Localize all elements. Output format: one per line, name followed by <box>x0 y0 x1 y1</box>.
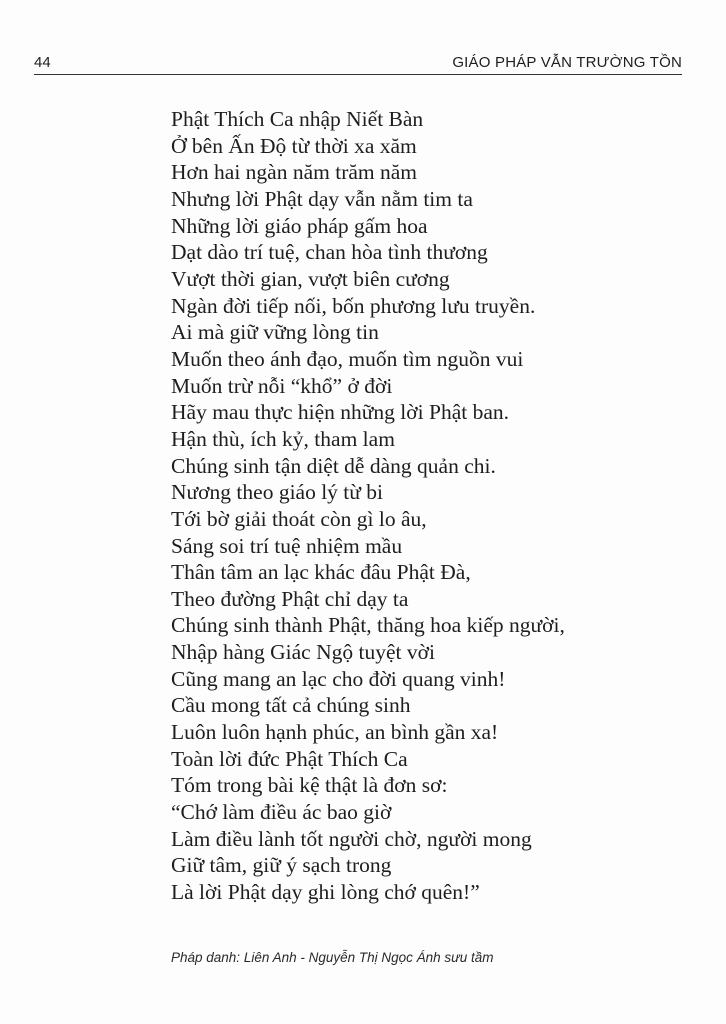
poem-line: Toàn lời đức Phật Thích Ca <box>171 746 408 771</box>
credit-line: Pháp danh: Liên Anh - Nguyễn Thị Ngọc Ánh sưu tầm <box>171 950 494 965</box>
poem-line: Hận thù, ích kỷ, tham lam <box>171 426 395 451</box>
poem-line: Phật Thích Ca nhập Niết Bàn <box>171 107 424 131</box>
poem <box>171 106 565 906</box>
poem-line: Cũng mang an lạc cho đời quang vinh! <box>171 666 506 691</box>
poem-line: Thân tâm an lạc khác đâu Phật Đà, <box>171 560 471 585</box>
poem-line: Muốn theo ánh đạo, muốn tìm nguồn vui <box>171 346 524 371</box>
poem-line: Hãy mau thực hiện những lời Phật ban. <box>171 400 510 425</box>
poem-line: Chúng sinh thành Phật, thăng hoa kiếp người, <box>171 613 565 638</box>
poem-line: Dạt dào trí tuệ, chan hòa tình thương <box>171 240 488 265</box>
poem-line: Nương theo giáo lý từ bi <box>171 480 384 505</box>
poem-line: Ai mà giữ vững lòng tin <box>171 320 379 345</box>
poem-line: Những lời giáo pháp gấm hoa <box>171 213 428 238</box>
poem-line: Ngàn đời tiếp nối, bốn phương lưu truyền. <box>171 293 536 318</box>
poem-line: Cầu mong tất cả chúng sinh <box>171 693 411 718</box>
poem-line: Muốn trừ nỗi “khổ” ở đời <box>171 373 393 398</box>
poem-line: Tới bờ giải thoát còn gì lo âu, <box>171 506 427 531</box>
poem-line: Luôn luôn hạnh phúc, an bình gần xa! <box>171 720 499 745</box>
poem-line: Tóm trong bài kệ thật là đơn sơ: <box>171 773 448 798</box>
poem-line: Là lời Phật dạy ghi lòng chớ quên!” <box>171 880 480 905</box>
poem-line: Theo đường Phật chỉ dạy ta <box>171 586 409 611</box>
poem-line: Ở bên Ấn Độ từ thời xa xăm <box>171 133 417 158</box>
page-header <box>34 54 682 75</box>
poem-line: Giữ tâm, giữ ý sạch trong <box>171 853 392 878</box>
poem-line: Nhưng lời Phật dạy vẫn nằm tim ta <box>171 186 473 211</box>
running-title: GIÁO PHÁP VẪN TRƯỜNG TỒN <box>452 54 682 71</box>
page-number: 44 <box>34 54 51 71</box>
poem-line: “Chớ làm điều ác bao giờ <box>171 800 392 825</box>
poem-line: Hơn hai ngàn năm trăm năm <box>171 160 418 185</box>
poem-line: Sáng soi trí tuệ nhiệm mầu <box>171 533 403 558</box>
poem-line: Vượt thời gian, vượt biên cương <box>171 266 450 291</box>
poem-line: Làm điều lành tốt người chờ, người mong <box>171 826 532 851</box>
poem-line: Nhập hàng Giác Ngộ tuyệt vời <box>171 640 435 665</box>
poem-line: Chúng sinh tận diệt dễ dàng quản chi. <box>171 453 496 478</box>
